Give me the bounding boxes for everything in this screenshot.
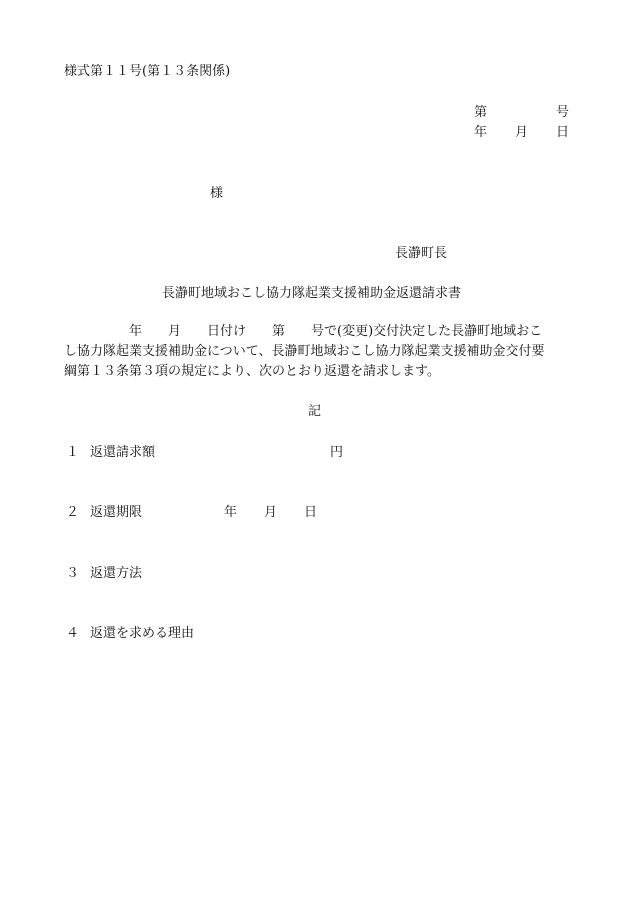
document-number-suffix: 号 [556,105,570,120]
item-number: ４ [66,626,80,641]
amount-unit: 円 [330,445,344,460]
item-number: １ [66,445,80,460]
item-label-refund-amount: 返還請求額 [90,445,156,460]
body-paragraph [64,322,574,382]
item-label-refund-reason: 返還を求める理由 [90,626,195,641]
item-number: ２ [66,505,80,520]
body-line: 年 月 日付け 第 号で(変更)交付決定した長瀞町地域おこ [64,324,543,339]
due-date-day: 日 [304,505,318,520]
document-number-prefix: 第 [474,105,488,120]
issue-date-month: 月 [515,125,529,140]
due-date-year: 年 [224,505,238,520]
body-line: 綱第１３条第３項の規定により、次のとおり返還を請求します。 [64,364,440,379]
form-number: 様式第１１号(第１３条関係) [64,64,231,79]
body-line: し協力隊起業支援補助金について、長瀞町地域おこし協力隊起業支援補助金交付要 [64,344,545,359]
addressee-honorific: 様 [210,186,224,201]
issue-date-year: 年 [474,125,488,140]
item-number: ３ [66,566,80,581]
due-date-month: 月 [264,505,278,520]
issue-date-day: 日 [556,125,570,140]
ki-heading: 記 [308,404,322,419]
document-title: 長瀞町地域おこし協力隊起業支援補助金返還請求書 [162,286,462,301]
item-label-refund-deadline: 返還期限 [90,505,143,520]
item-label-refund-method: 返還方法 [90,566,143,581]
sender-name: 長瀞町長 [395,246,448,261]
